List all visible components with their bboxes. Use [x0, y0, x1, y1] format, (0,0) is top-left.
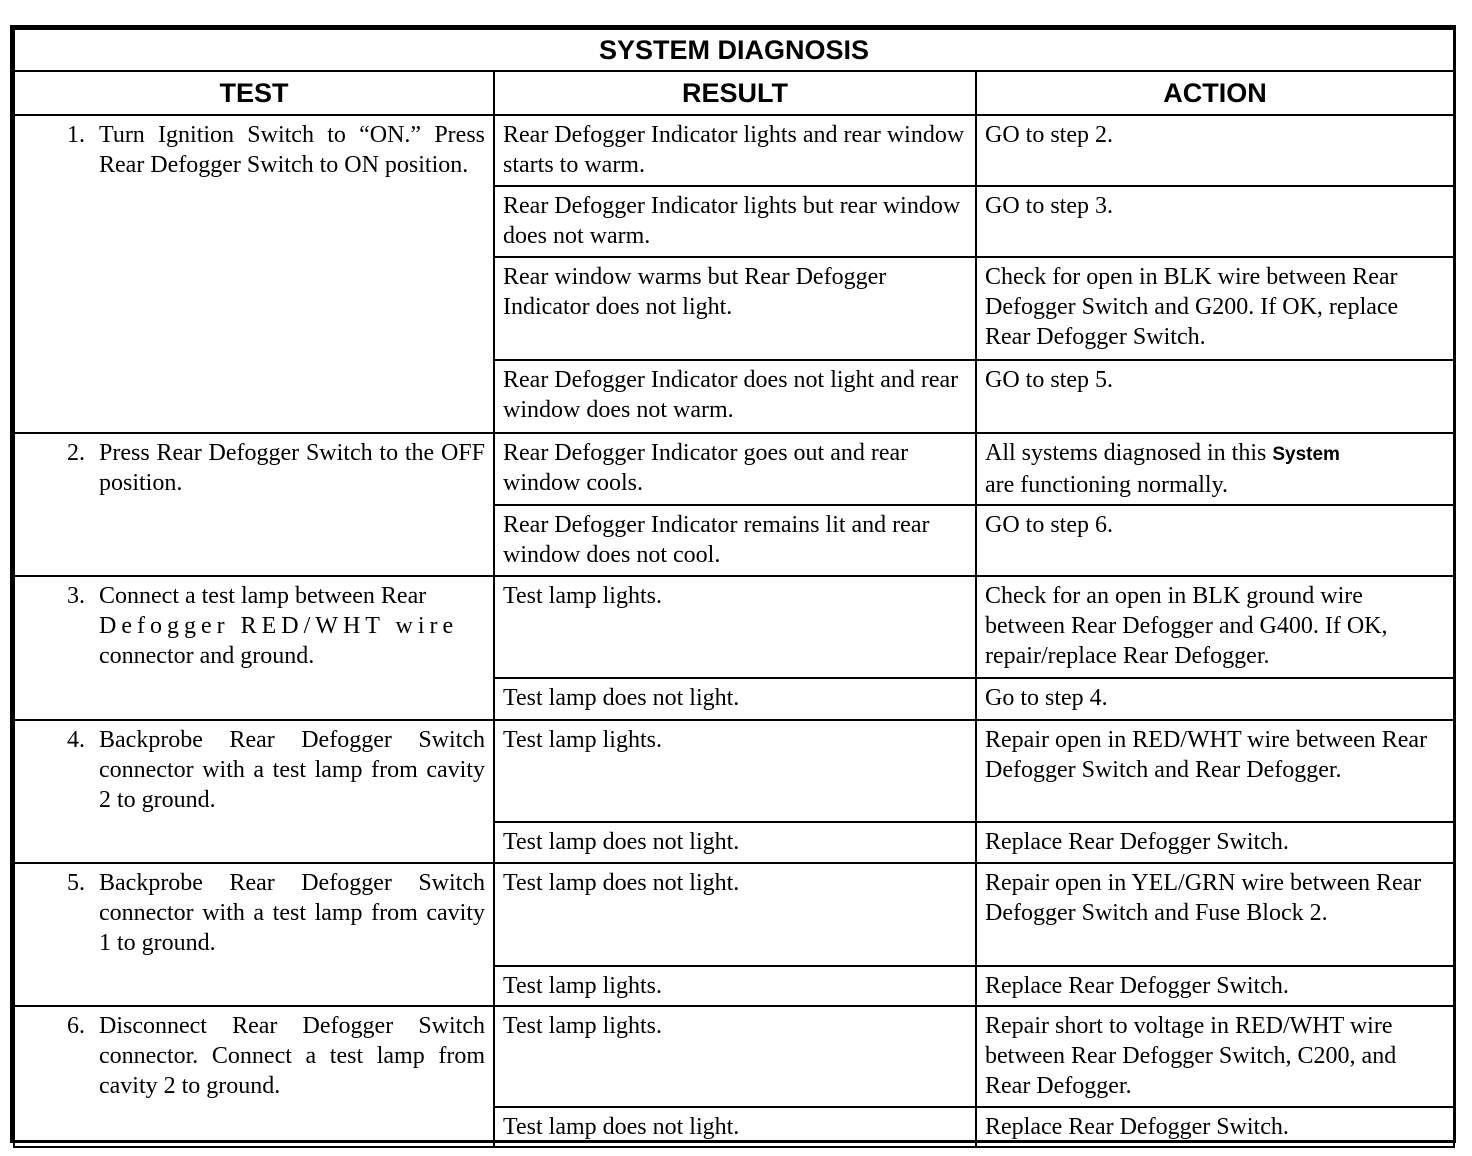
step-test-text-part3: connector and ground.: [99, 643, 315, 669]
step-test-text: Press Rear Defogger Switch to the OFF position.: [99, 440, 485, 496]
table-title: SYSTEM DIAGNOSIS: [14, 29, 1454, 71]
test-cell-step-1: [14, 115, 494, 433]
result-cell: Test lamp lights.: [494, 576, 976, 678]
action-cell: Repair open in YEL/GRN wire between Rear Defogger Switch and Fuse Block 2.: [976, 863, 1454, 966]
step-test-text: Backprobe Rear Defogger Switch connector with a test lamp from cavity 1 to ground.: [99, 870, 485, 956]
result-cell: Test lamp lights.: [494, 966, 976, 1006]
step-test-text-part2: Defogger RED/WHT wire: [99, 613, 459, 639]
step-test-text: Disconnect Rear Defogger Switch connector. Connect a test lamp from cavity 2 to ground.: [99, 1013, 485, 1099]
action-cell: Check for an open in BLK ground wire between Rear Defogger and G400. If OK, repair/replace Rear Defogger.: [976, 576, 1454, 678]
step-number: 2.: [67, 440, 85, 466]
result-cell: Test lamp lights.: [494, 1006, 976, 1107]
action-cell: GO to step 5.: [976, 360, 1454, 433]
system-diagnosis-table: [13, 28, 1455, 1148]
step-test-text: Backprobe Rear Defogger Switch connector with a test lamp from cavity 2 to ground.: [99, 727, 485, 813]
action-cell: GO to step 6.: [976, 505, 1454, 576]
action-text-line2: are functioning normally.: [985, 472, 1229, 498]
result-cell: Test lamp does not light.: [494, 822, 976, 863]
step-test-text: [99, 581, 485, 671]
test-cell-step-3: [14, 576, 494, 720]
test-cell-step-4: [14, 720, 494, 863]
header-action: ACTION: [976, 71, 1454, 115]
step-test-text: Turn Ignition Switch to “ON.” Press Rear Defogger Switch to ON position.: [99, 122, 485, 178]
result-cell: Test lamp does not light.: [494, 1107, 976, 1147]
action-cell: GO to step 3.: [976, 186, 1454, 257]
action-cell: Replace Rear Defogger Switch.: [976, 822, 1454, 863]
action-cell: GO to step 2.: [976, 115, 1454, 186]
result-cell: Rear Defogger Indicator lights and rear window starts to warm.: [494, 115, 976, 186]
action-cell: Replace Rear Defogger Switch.: [976, 966, 1454, 1006]
result-cell: Rear Defogger Indicator does not light and rear window does not warm.: [494, 360, 976, 433]
result-cell: Rear Defogger Indicator remains lit and rear window does not cool.: [494, 505, 976, 576]
header-test: TEST: [14, 71, 494, 115]
action-cell: Check for open in BLK wire between Rear Defogger Switch and G200. If OK, replace Rear Defogger Switch.: [976, 257, 1454, 360]
result-cell: Rear Defogger Indicator lights but rear window does not warm.: [494, 186, 976, 257]
system-diagnosis-document: [10, 25, 1456, 1143]
test-cell-step-5: [14, 863, 494, 1006]
result-cell: Test lamp does not light.: [494, 863, 976, 966]
action-cell: Repair short to voltage in RED/WHT wire between Rear Defogger Switch, C200, and Rear Defogger.: [976, 1006, 1454, 1107]
action-text: All systems diagnosed in this: [985, 440, 1267, 466]
result-cell: Test lamp lights.: [494, 720, 976, 822]
action-cell: Replace Rear Defogger Switch.: [976, 1107, 1454, 1147]
result-cell: Test lamp does not light.: [494, 678, 976, 720]
action-cell: Go to step 4.: [976, 678, 1454, 720]
step-number: 3.: [67, 583, 85, 609]
step-number: 1.: [67, 122, 85, 148]
header-result: RESULT: [494, 71, 976, 115]
step-number: 4.: [67, 727, 85, 753]
step-test-text-part1: Connect a test lamp between Rear: [99, 583, 427, 609]
result-cell: Rear Defogger Indicator goes out and rear window cools.: [494, 433, 976, 505]
action-cell: Repair open in RED/WHT wire between Rear Defogger Switch and Rear Defogger.: [976, 720, 1454, 822]
step-number: 5.: [67, 870, 85, 896]
test-cell-step-2: [14, 433, 494, 576]
result-cell: Rear window warms but Rear Defogger Indicator does not light.: [494, 257, 976, 360]
test-cell-step-6: [14, 1006, 494, 1147]
step-number: 6.: [67, 1013, 85, 1039]
action-cell: [976, 433, 1454, 505]
action-text-system: System: [1272, 444, 1340, 465]
